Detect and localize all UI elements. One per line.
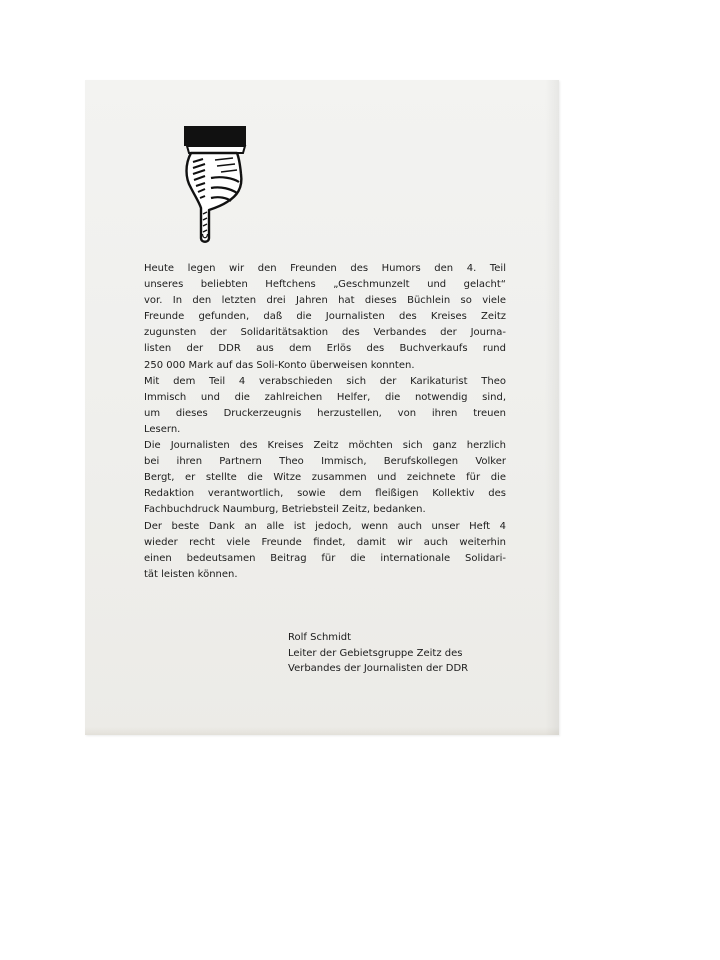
text-line: vor. In den letzten drei Jahren hat dieses Büchlein so viele [144,295,506,307]
signature-block [288,630,468,677]
text-line: Der beste Dank an alle ist jedoch, wenn auch unser Heft 4 [144,520,506,532]
text-line: einen bedeutsamen Beitrag für die internationale Solidari- [144,552,506,564]
text-line: Die Journalisten des Kreises Zeitz möchten sich ganz herzlich [144,440,506,452]
paragraph-1 [144,261,506,374]
text-line: unseres beliebten Heftchens „Geschmunzelt und gelacht“ [144,279,506,291]
text-line: um dieses Druckerzeugnis herzustellen, von ihren treuen [144,407,506,419]
text-line: wieder recht viele Freunde findet, damit wir auch weiterhin [144,536,506,548]
paper-bottom-edge [85,727,559,735]
text-line: Bergt, er stellte die Witze zusammen und zeichnete für die [144,472,506,484]
text-line: 250 000 Mark auf das Soli-Konto überweisen konnten. [144,359,415,371]
paragraph-3 [144,438,506,518]
text-line: Redaktion verantwortlich, sowie dem fleißigen Kollektiv des [144,488,506,500]
paragraph-2 [144,374,506,438]
text-line: listen der DDR aus dem Erlös des Buchverkaufs rund [144,343,506,355]
body-text [144,261,506,583]
booklet-back-cover [85,80,559,735]
text-line: Freunde gefunden, daß die Journalisten des Kreises Zeitz [144,311,506,323]
signature-title-line-1: Leiter der Gebietsgruppe Zeitz des [288,647,463,659]
text-line: Mit dem Teil 4 verabschieden sich der Karikaturist Theo [144,375,506,387]
signature-title-line-2: Verbandes der Journalisten der DDR [288,663,469,674]
paragraph-4 [144,519,506,583]
text-line: bei ihren Partnern Theo Immisch, Berufskollegen Volker [144,456,506,468]
text-line: Heute legen wir den Freunden des Humors den 4. Teil [144,263,506,274]
text-line: Fachbuchdruck Naumburg, Betriebsteil Zeitz, bedanken. [144,504,426,516]
paper-edge-shadow [545,80,559,735]
text-line: Immisch und die zahlreichen Helfer, die notwendig sind, [144,391,506,403]
pointing-hand-icon [181,126,251,244]
signature-name: Rolf Schmidt [288,632,352,643]
text-line: tät leisten können. [144,568,238,580]
text-line: zugunsten der Solidaritätsaktion des Verbandes der Journa- [144,327,506,339]
text-line: Lesern. [144,423,181,435]
